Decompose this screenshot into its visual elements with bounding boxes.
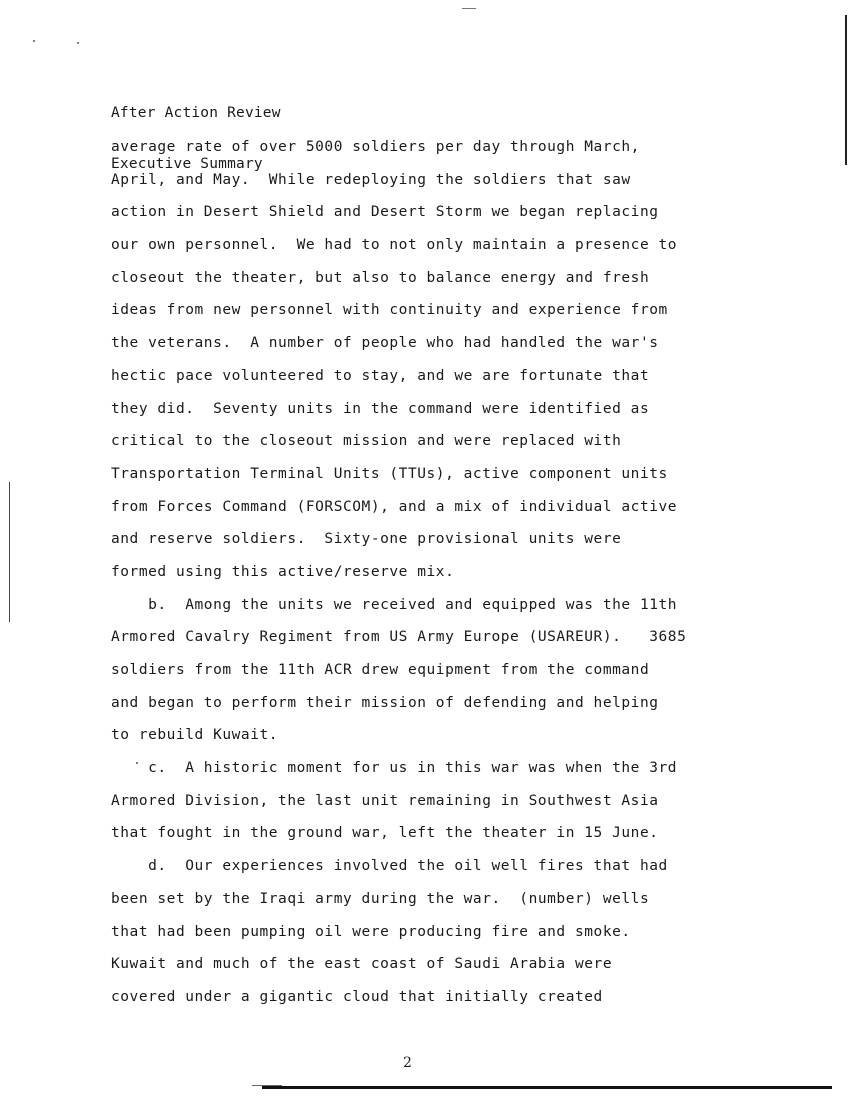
text-line: ideas from new personnel with continuity and experience from <box>111 302 668 319</box>
text-line: covered under a gigantic cloud that initially created <box>111 988 603 1005</box>
text-line: closeout the theater, but also to balance energy and fresh <box>111 269 650 286</box>
text-line: Kuwait and much of the east coast of Saudi Arabia were <box>111 956 613 973</box>
text-line: Armored Cavalry Regiment from US Army Europe (USAREUR). 3685 <box>111 629 687 646</box>
scan-speck <box>33 40 35 42</box>
text-line: and reserve soldiers. Sixty-one provisional units were <box>111 531 622 548</box>
text-line: April, and May. While redeploying the soldiers that saw <box>111 171 631 188</box>
scan-edge-mark-top-right <box>845 15 847 165</box>
header-subtitle: Executive Summary <box>111 156 263 172</box>
paragraph-c-start: c. A historic moment for us in this war was when the 3rd <box>111 760 678 777</box>
text-line: Armored Division, the last unit remaining in Southwest Asia <box>111 792 659 809</box>
scan-margin-mark-left <box>9 482 10 622</box>
text-line: critical to the closeout mission and were replaced with <box>111 433 622 450</box>
text-line: and began to perform their mission of defending and helping <box>111 694 659 711</box>
text-line: our own personnel. We had to not only maintain a presence to <box>111 237 678 254</box>
text-line: from Forces Command (FORSCOM), and a mix of individual active <box>111 498 678 515</box>
paragraph-b-start: b. Among the units we received and equipped was the 11th <box>111 596 678 613</box>
text-line: average rate of over 5000 soldiers per day through March, <box>111 139 640 155</box>
paragraph-d-start: d. Our experiences involved the oil well fires that had <box>111 858 668 875</box>
scan-top-dash <box>462 8 476 9</box>
text-line: been set by the Iraqi army during the war. (number) wells <box>111 890 650 907</box>
text-line: that had been pumping oil were producing fire and smoke. <box>111 923 631 940</box>
scan-speck <box>77 42 79 44</box>
text-line: they did. Seventy units in the command were identified as <box>111 400 650 417</box>
text-line: Transportation Terminal Units (TTUs), active component units <box>111 465 668 482</box>
page-number: 2 <box>403 1055 412 1071</box>
footer-rule <box>262 1086 832 1089</box>
text-line: action in Desert Shield and Desert Storm we began replacing <box>111 204 659 221</box>
text-line: to rebuild Kuwait. <box>111 727 279 744</box>
text-line: hectic pace volunteered to stay, and we are fortunate that <box>111 367 650 384</box>
text-line: that fought in the ground war, left the theater in 15 June. <box>111 825 659 842</box>
text-line: formed using this active/reserve mix. <box>111 563 455 580</box>
text-line: soldiers from the 11th ACR drew equipment from the command <box>111 662 650 678</box>
text-line: the veterans. A number of people who had handled the war's <box>111 335 659 352</box>
header-title: After Action Review <box>111 105 281 121</box>
body-text <box>111 137 731 1020</box>
